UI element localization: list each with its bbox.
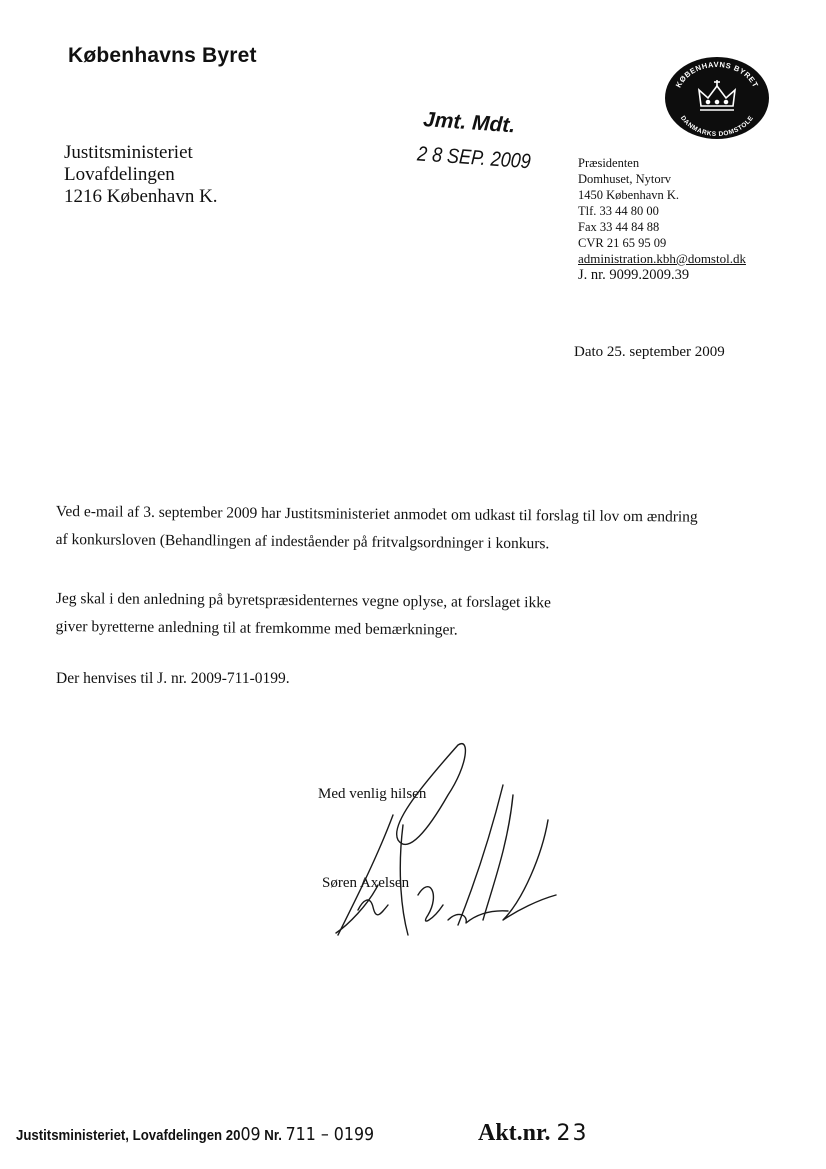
body-p2-line-1: Jeg skal i den anledning på byretspræsidenternes vegne oplyse, at forslaget ikke	[55, 589, 551, 612]
recipient-line-3: 1216 København K.	[64, 186, 218, 207]
recipient-line-1: Justitsministeriet	[64, 142, 193, 163]
letter-date: Dato 25. september 2009	[574, 344, 725, 360]
sender-phone: Tlf. 33 44 80 00	[578, 204, 659, 218]
closing-greeting: Med venlig hilsen	[318, 786, 427, 802]
body-paragraph-2	[56, 585, 776, 647]
body-p1-line-2: af konkursloven (Behandlingen af indeståender på fritvalgsordninger i konkurs.	[55, 530, 550, 553]
sender-address-1: Domhuset, Nytorv	[578, 172, 672, 186]
sender-info	[578, 155, 746, 283]
footer-archive-reference	[16, 1124, 374, 1145]
sender-fax: Fax 33 44 84 88	[578, 220, 660, 234]
footer-akt-number	[478, 1120, 588, 1147]
body-paragraph-3	[56, 665, 776, 693]
signer-name: Søren Axelsen	[322, 875, 410, 891]
seal-text-bottom: DANMARKS DOMSTOLE	[678, 114, 756, 139]
footer-nr-handwritten: 711 – 0199	[285, 1124, 375, 1145]
body-p1-line-1: Ved e-mail af 3. september 2009 har Justitsministeriet anmodet om udkast til forslag til lov om ændring	[55, 502, 698, 526]
court-name: Københavns Byret	[68, 44, 257, 67]
sender-cvr: CVR 21 65 95 09	[578, 236, 667, 250]
seal-text-top: KØBENHAVNS BYRET	[673, 59, 761, 90]
body-p3-line: Der henvises til J. nr. 2009-711-0199.	[56, 670, 290, 687]
body-p2-line-2: giver byretterne anledning til at fremkomme med bemærkninger.	[55, 617, 458, 639]
footer-akt-label: Akt.nr.	[478, 1120, 551, 1146]
footer-nr-label: Nr.	[264, 1127, 282, 1144]
footer-akt-handwritten: 23	[556, 1121, 589, 1146]
sender-title: Præsidenten	[578, 156, 640, 170]
received-stamp-date: 2 8 SEP. 2009	[416, 142, 532, 173]
court-seal	[664, 56, 770, 140]
sender-email-link[interactable]: administration.kbh@domstol.dk	[578, 251, 746, 266]
sender-address-2: 1450 København K.	[578, 188, 680, 202]
body-paragraph-1	[56, 498, 776, 560]
footer-printed-text: Justitsministeriet, Lovafdelingen 20	[16, 1127, 241, 1144]
footer-year-handwritten: 09	[240, 1124, 261, 1145]
received-stamp-title: Jmt. Mdt.	[422, 108, 516, 138]
recipient-address	[64, 142, 218, 208]
sender-journal-number: J. nr. 9099.2009.39	[578, 267, 690, 283]
handwritten-signature	[318, 735, 558, 950]
recipient-line-2: Lovafdelingen	[64, 164, 175, 185]
